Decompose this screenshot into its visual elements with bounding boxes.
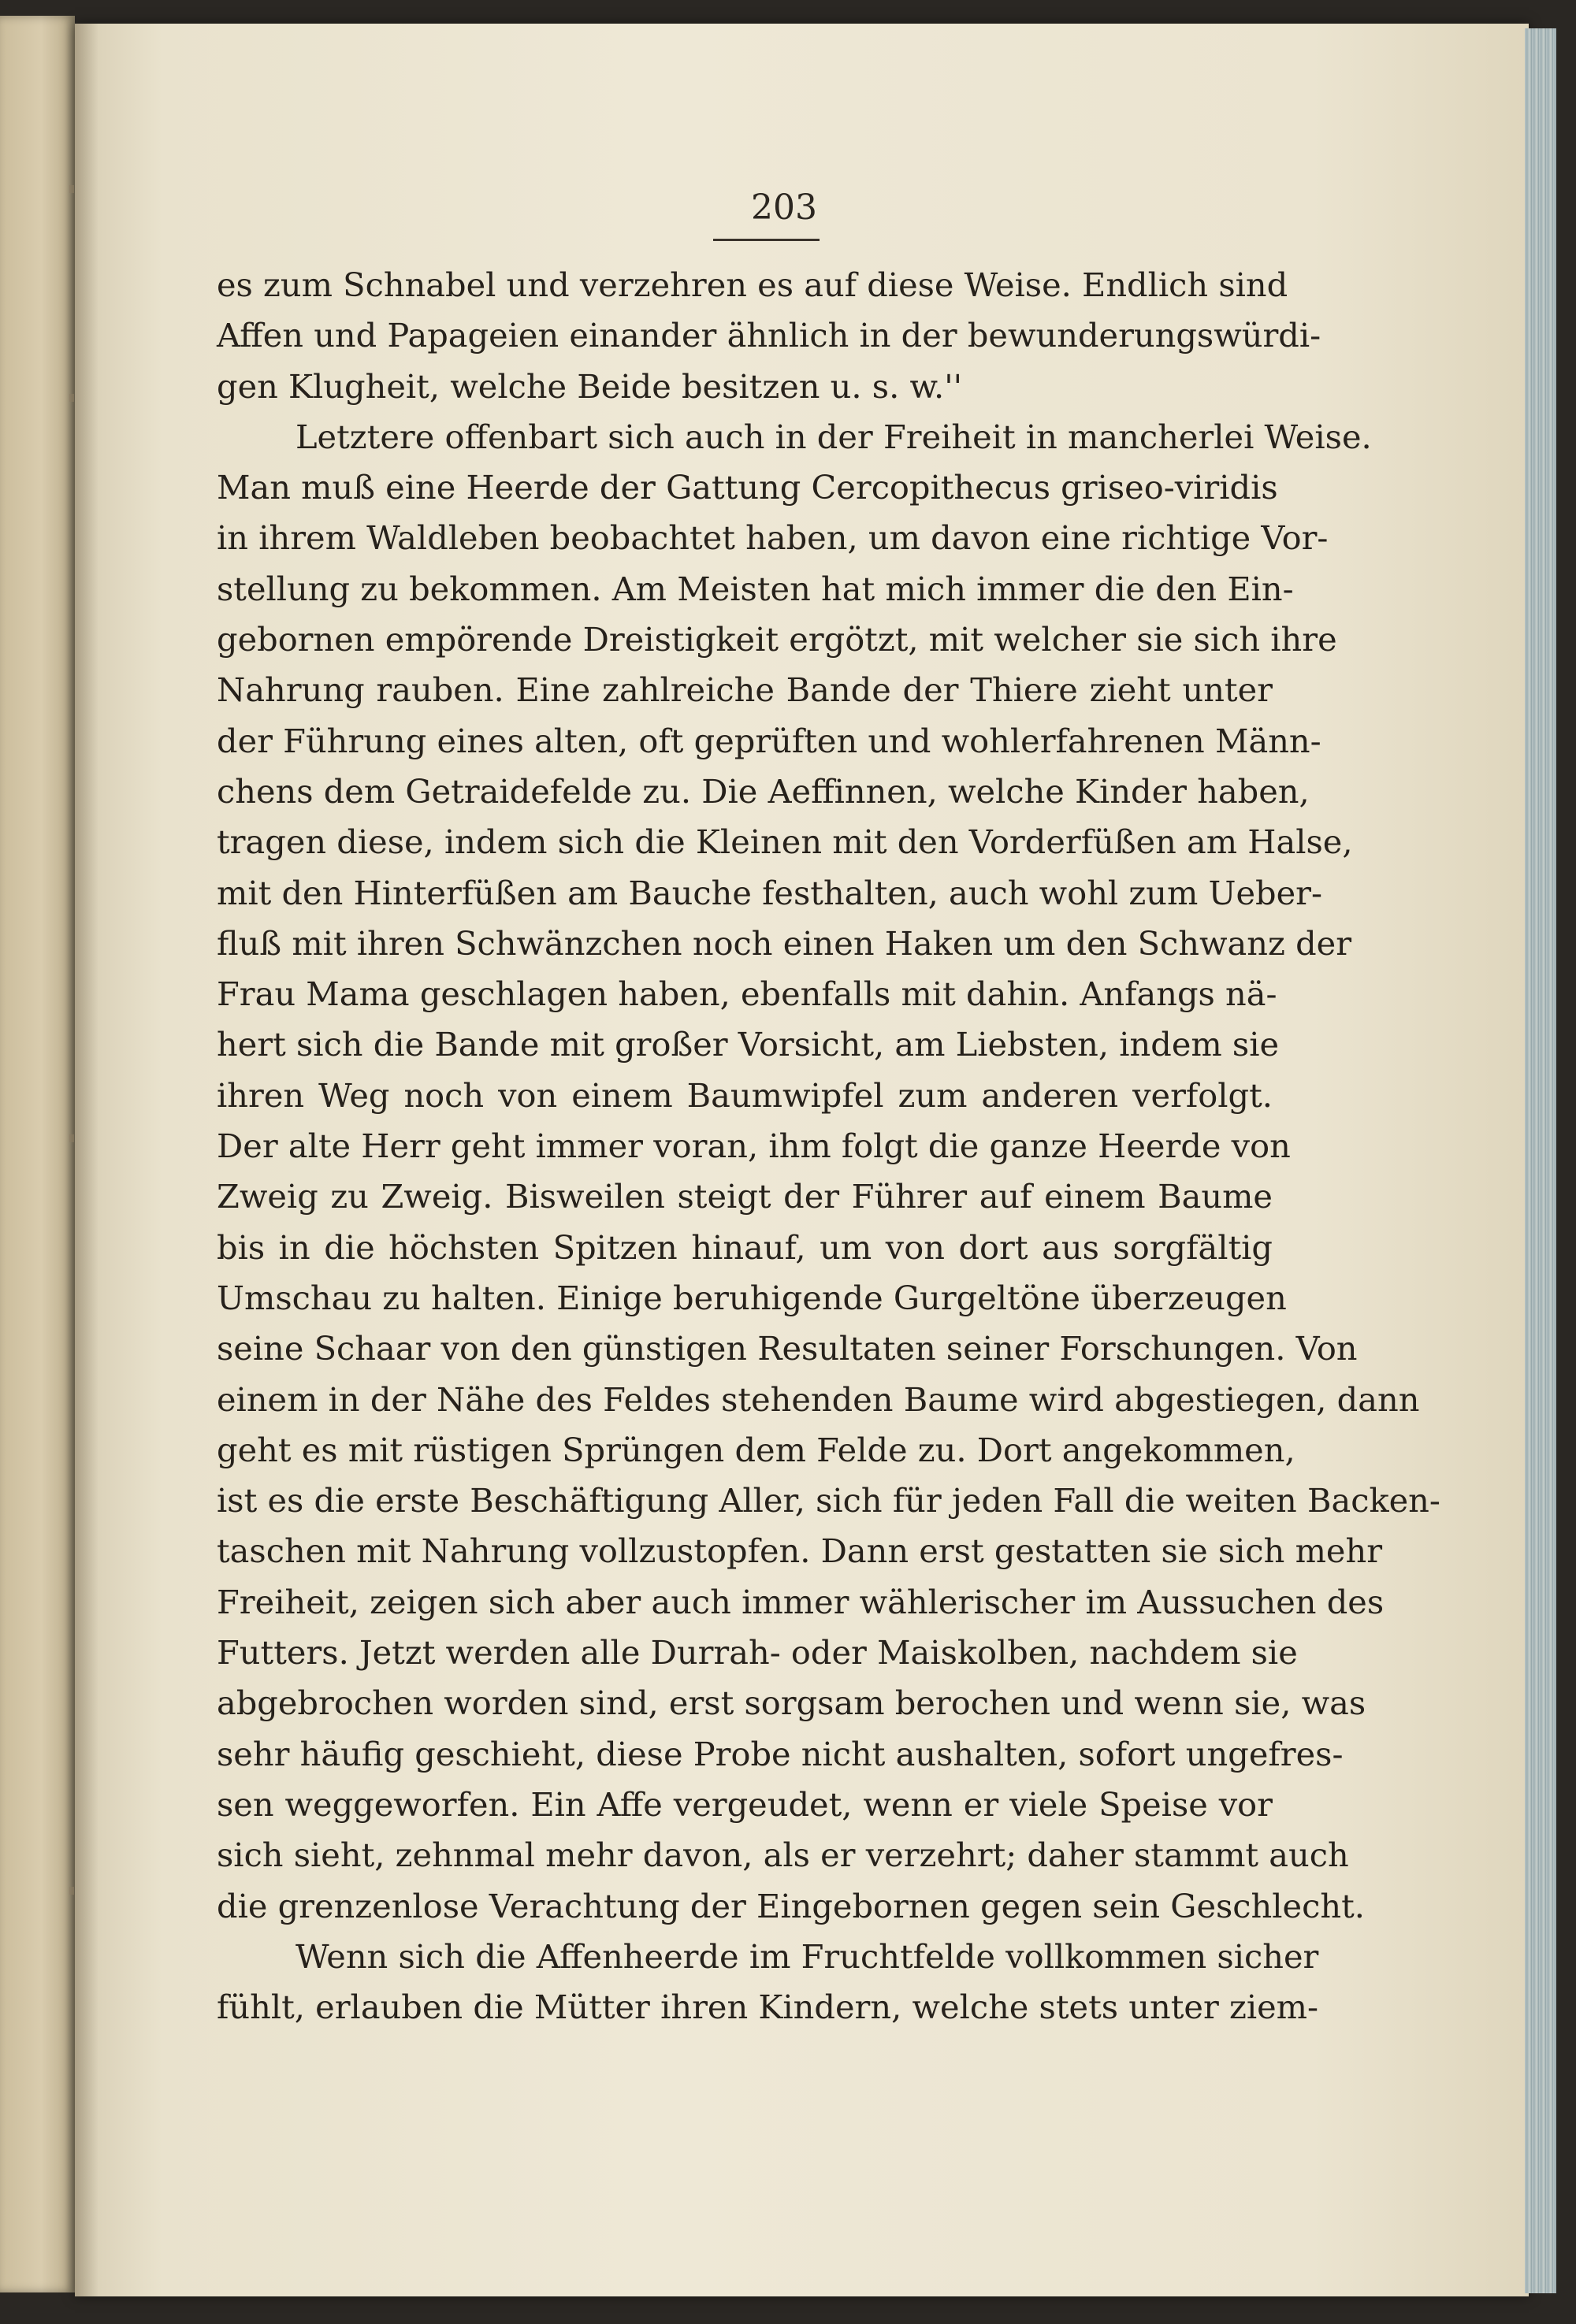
text-line: seine Schaar von den günstigen Resultaten seiner Forschungen. Von xyxy=(217,1329,1358,1368)
text-line: gen Klugheit, welche Beide besitzen u. s. w.'' xyxy=(217,366,963,406)
page-number: 203 xyxy=(751,187,817,228)
text-line: Frau Mama geschlagen haben, ebenfalls mit dahin. Anfangs nä- xyxy=(217,975,1277,1014)
text-line: abgebrochen worden sind, erst sorgsam berochen und wenn sie, was xyxy=(217,1684,1366,1723)
body-text xyxy=(217,260,1440,2033)
text-line: taschen mit Nahrung vollzustopfen. Dann erst gestatten sie sich mehr xyxy=(217,1531,1383,1571)
text-line: es zum Schnabel und verzehren es auf diese Weise. Endlich sind xyxy=(217,265,1288,304)
binding-mark xyxy=(69,394,74,402)
text-line: Man muß eine Heerde der Gattung Cercopithecus griseo-viridis xyxy=(217,468,1278,507)
text-line: sen weggeworfen. Ein Affe vergeudet, wenn er viele Speise vor xyxy=(217,1784,1273,1824)
text-line: Zweig zu Zweig. Bisweilen steigt der Führer auf einem Baume xyxy=(217,1177,1273,1216)
text-line: geht es mit rüstigen Sprüngen dem Felde zu. Dort angekommen, xyxy=(217,1430,1295,1469)
text-line: fühlt, erlauben die Mütter ihren Kindern, welche stets unter ziem- xyxy=(217,1988,1319,2027)
binding-mark xyxy=(69,1134,74,1142)
text-line: einem in der Nähe des Feldes stehenden Baume wird abgestiegen, dann xyxy=(217,1379,1420,1419)
text-line: chens dem Getraidefelde zu. Die Aeffinnen, welche Kinder haben, xyxy=(217,771,1310,811)
text-line: Letztere offenbart sich auch in der Freiheit in mancherlei Weise. xyxy=(296,417,1372,456)
text-line: fluß mit ihren Schwänzchen noch einen Haken um den Schwanz der xyxy=(217,923,1352,963)
text-line: Nahrung rauben. Eine zahlreiche Bande der Thiere zieht unter xyxy=(217,670,1273,710)
text-line: Wenn sich die Affenheerde im Fruchtfelde vollkommen sicher xyxy=(296,1936,1319,1976)
text-line: gebornen empörende Dreistigkeit ergötzt, mit welcher sie sich ihre xyxy=(217,620,1337,659)
binding-mark xyxy=(69,1887,74,1895)
text-line: hert sich die Bande mit großer Vorsicht, am Liebsten, indem sie xyxy=(217,1025,1280,1064)
facing-page-edge xyxy=(0,16,75,2292)
text-line: mit den Hinterfüßen am Bauche festhalten, auch wohl zum Ueber- xyxy=(217,873,1323,912)
text-line: Futters. Jetzt werden alle Durrah- oder Maiskolben, nachdem sie xyxy=(217,1633,1298,1672)
binding-mark xyxy=(69,185,74,193)
text-line: Affen und Papageien einander ähnlich in der bewunderungswürdi- xyxy=(217,316,1321,355)
text-line: Umschau zu halten. Einige beruhigende Gurgeltöne überzeugen xyxy=(217,1278,1287,1317)
page-number-rule xyxy=(713,239,820,241)
text-line: sich sieht, zehnmal mehr davon, als er verzehrt; daher stammt auch xyxy=(217,1836,1349,1875)
page-block-edge xyxy=(1525,28,1556,2293)
text-line: Der alte Herr geht immer voran, ihm folgt die ganze Heerde von xyxy=(217,1127,1291,1166)
text-line: bis in die höchsten Spitzen hinauf, um von dort aus sorgfältig xyxy=(217,1227,1273,1267)
text-line: der Führung eines alten, oft geprüften und wohlerfahrenen Männ- xyxy=(217,721,1321,760)
text-line: sehr häufig geschieht, diese Probe nicht aushalten, sofort ungefres- xyxy=(217,1734,1344,1773)
text-line: stellung zu bekommen. Am Meisten hat mich immer die den Ein- xyxy=(217,569,1294,608)
text-line: Freiheit, zeigen sich aber auch immer wählerischer im Aussuchen des xyxy=(217,1582,1385,1621)
text-line: in ihrem Waldleben beobachtet haben, um davon eine richtige Vor- xyxy=(217,518,1329,558)
spine-shadow xyxy=(75,24,98,2296)
text-line: die grenzenlose Verachtung der Eingebornen gegen sein Geschlecht. xyxy=(217,1886,1365,1925)
text-line: ihren Weg noch von einem Baumwipfel zum anderen verfolgt. xyxy=(217,1075,1273,1115)
text-line: tragen diese, indem sich die Kleinen mit den Vorderfüßen am Halse, xyxy=(217,822,1353,862)
text-line: ist es die erste Beschäftigung Aller, sich für jeden Fall die weiten Backen- xyxy=(217,1481,1440,1520)
